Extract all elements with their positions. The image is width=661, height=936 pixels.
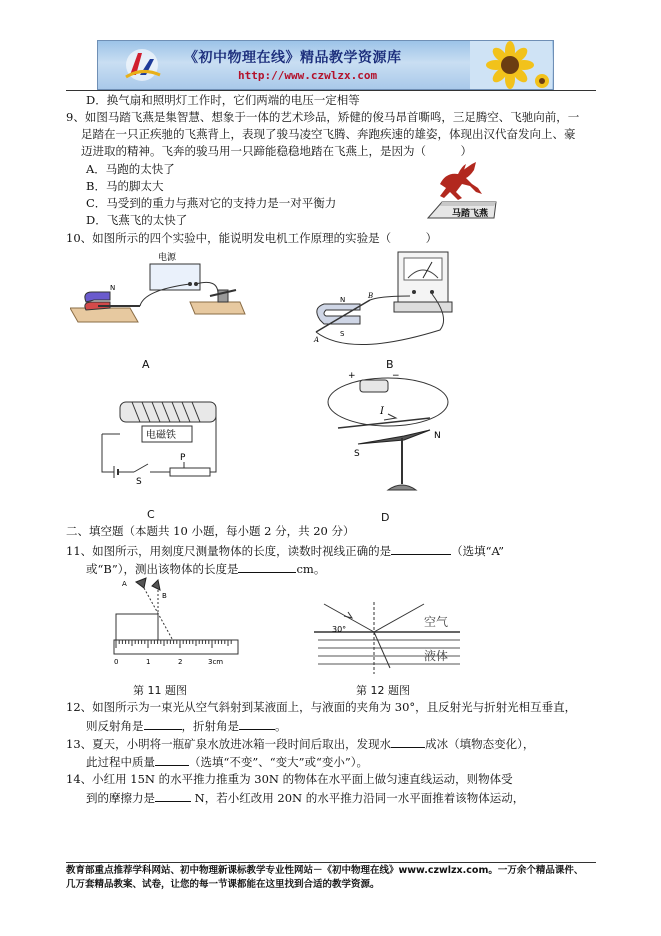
q11-blank-1[interactable] — [391, 543, 451, 555]
liquid-label: 液体 — [424, 649, 449, 663]
electromagnet-label: 电磁铁 — [146, 430, 176, 441]
q9-stem-3: 迈进取的精神。飞奔的骏马用一只蹄能稳稳地踏在飞燕上，是因为（ ） — [81, 144, 472, 158]
q14-blank-1[interactable] — [155, 790, 191, 802]
footer-line-1: 教育部重点推荐学科网站、初中物理新课标教学专业性网站－《初中物理在线》www.czwlzx.com。一万余个精品课件、 — [66, 865, 584, 876]
header-rule — [66, 90, 596, 91]
q9-stem-1: 9、如图马踏飞燕是集智慧、想象于一体的艺术珍品，矫健的俊马昂首嘶鸣，三足腾空、飞驰向前，一 — [66, 110, 580, 124]
q10-figure-d — [318, 368, 468, 498]
banner-url: http://www.czwlzx.com — [238, 69, 378, 82]
svg-text:I: I — [380, 406, 384, 417]
q9-option-d: D．飞燕飞的太快了 — [86, 213, 188, 227]
q10-figure-c-label: C — [147, 508, 155, 521]
svg-text:A: A — [122, 580, 127, 588]
q9-option-b: B．马的脚太大 — [86, 179, 164, 193]
svg-text:−: − — [392, 371, 400, 381]
q10-figure-d-label: D — [381, 511, 390, 524]
svg-text:N: N — [340, 296, 346, 304]
q11-ruler-figure — [112, 576, 242, 666]
svg-text:3cm: 3cm — [208, 658, 224, 666]
q9-stem-2: 足踏在一只正疾驰的飞燕背上，表现了骏马凌空飞腾、奔跑疾速的雄姿，体现出汉代奋发向上、豪 — [81, 127, 576, 141]
q12-blank-2[interactable] — [239, 718, 275, 730]
q13-blank-1[interactable] — [391, 736, 425, 748]
q10-stem: 10、如图所示的四个实验中，能说明发电机工作原理的实验是（ ） — [66, 231, 438, 245]
svg-text:S: S — [354, 449, 360, 459]
q13-line-2: 此过程中质量 （选填“不变”、“变大”或“变小”）。 — [86, 755, 369, 769]
banner-title: 《初中物理在线》精品教学资源库 — [184, 50, 402, 66]
q13-line-1: 13、夏天，小明将一瓶矿泉水放进冰箱一段时间后取出，发现水 成冰（填物态变化）， — [66, 737, 535, 751]
q12-line-2: 则反射角是 ，折射角是 。 — [86, 719, 287, 733]
svg-text:N: N — [434, 431, 441, 441]
svg-text:2: 2 — [178, 658, 183, 666]
q10-figure-b-label: B — [386, 358, 394, 371]
q10-figure-a-label: A — [142, 358, 150, 371]
angle-30-label: 30° — [332, 625, 347, 634]
svg-text:S: S — [136, 477, 142, 487]
q10-figure-a — [70, 250, 250, 350]
q12-caption: 第 12 题图 — [356, 684, 410, 697]
power-supply-label: 电源 — [158, 253, 177, 263]
q11-line-2: 或“B”），测出该物体的长度是 cm。 — [86, 562, 326, 576]
sunflower-icon — [470, 41, 552, 89]
svg-text:0: 0 — [114, 658, 119, 666]
svg-text:P: P — [180, 453, 186, 463]
q8-option-d: D．换气扇和照明灯工作时，它们两端的电压一定相等 — [86, 93, 360, 107]
svg-text:1: 1 — [146, 658, 151, 666]
q12-line-1: 12、如图所示为一束光从空气斜射到某液面上，与液面的夹角为 30°，且反射光与折射光相互垂直， — [66, 700, 577, 714]
svg-text:A: A — [314, 336, 320, 344]
air-label: 空气 — [424, 615, 449, 629]
svg-text:B: B — [162, 592, 167, 600]
q14-line-1: 14、小红用 15N 的水平推力推重为 30N 的物体在水平面上做匀速直线运动，则物体受 — [66, 772, 513, 786]
section-2-title: 二、填空题（本题共 10 小题，每小题 2 分，共 20 分） — [66, 524, 355, 538]
q12-blank-1[interactable] — [144, 718, 182, 730]
q11-line-1: 11、如图所示，用刻度尺测量物体的长度，读数时视线正确的是 （选填“A” — [66, 544, 505, 558]
horse-statue-label: 马踏飞燕 — [452, 209, 489, 219]
svg-text:B: B — [368, 292, 374, 300]
horse-statue-figure — [422, 158, 500, 228]
svg-text:N: N — [110, 284, 116, 292]
q11-caption: 第 11 题图 — [133, 684, 187, 697]
q10-figure-c — [92, 392, 222, 492]
q9-option-a: A．马跑的太快了 — [86, 162, 175, 176]
q9-option-c: C．马受到的重力与燕对它的支持力是一对平衡力 — [86, 196, 337, 210]
footer-rule — [66, 862, 596, 863]
q12-refraction-figure — [310, 596, 480, 676]
svg-text:+: + — [348, 371, 356, 381]
logo-icon — [116, 45, 176, 85]
footer-line-2: 几万套精品教案、试卷，让您的每一节课都能在这里找到合适的教学资源。 — [66, 879, 380, 890]
q11-blank-2[interactable] — [238, 561, 296, 573]
q14-line-2: 到的摩擦力是 N，若小红改用 20N 的水平推力沿同一水平面推着该物体运动， — [86, 791, 525, 805]
svg-text:S: S — [340, 330, 345, 338]
q13-blank-2[interactable] — [155, 754, 189, 766]
q10-figure-b — [310, 248, 460, 348]
header-banner — [97, 40, 554, 90]
